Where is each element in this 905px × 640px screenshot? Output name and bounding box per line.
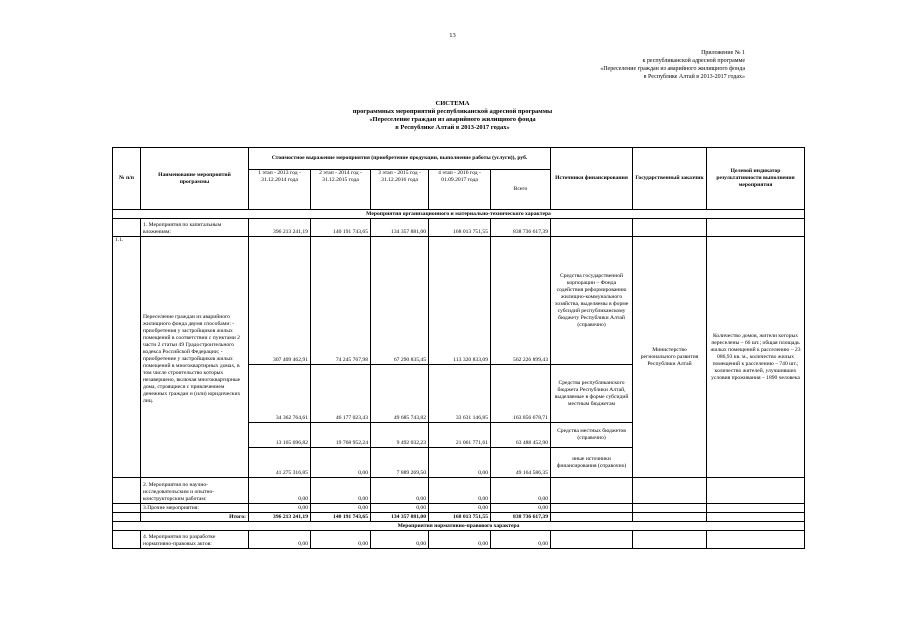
- title-line: СИСТЕМА: [435, 100, 470, 107]
- empty-cell: [551, 478, 633, 504]
- row-num: 1.1.: [113, 237, 141, 478]
- total-value: 168 013 751,55: [429, 513, 491, 522]
- empty-cell: [633, 504, 707, 513]
- page-number: 13: [449, 32, 456, 39]
- total-value: 134 357 881,00: [371, 513, 429, 522]
- source-cell: Средства республиканского бюджета Республики Алтай, выделяемые в форме субсидий местным бюджетам: [551, 365, 633, 423]
- empty-cell: [707, 513, 805, 522]
- total-label: Итого:: [141, 513, 249, 522]
- value-cell: 163 856 678,71: [491, 365, 551, 423]
- value-cell: 0,00: [249, 504, 311, 513]
- row-name: 4. Мероприятия по разработке нормативно-правовых актов:: [141, 531, 249, 549]
- empty-cell: [633, 219, 707, 237]
- value-cell: 0,00: [249, 531, 311, 549]
- value-cell: 140 191 743,65: [311, 219, 371, 237]
- value-cell: 0,00: [491, 531, 551, 549]
- section-heading: Мероприятия организационного и материально-технического характера: [113, 210, 805, 219]
- empty-cell: [707, 504, 805, 513]
- header-stage-4: 4 этап - 2016 год - 01.09.2017 года: [429, 170, 491, 210]
- header-num: № п/п: [113, 148, 141, 210]
- value-cell: 9 492 032,23: [371, 423, 429, 448]
- source-cell: иные источники финансирования (справочно): [551, 448, 633, 478]
- value-cell: 562 226 899,43: [491, 237, 551, 365]
- value-cell: 49 685 743,82: [371, 365, 429, 423]
- appendix-line: Приложение № 1: [701, 50, 745, 56]
- header-sources: Источники финансирования: [551, 148, 633, 210]
- row-name: 1. Мероприятия по капитальным вложениям:: [141, 219, 249, 237]
- value-cell: 0,00: [249, 478, 311, 504]
- header-name: Наименование мероприятий программы: [141, 148, 249, 210]
- source-cell: Средства местных бюджетов (справочно): [551, 423, 633, 448]
- value-cell: 0,00: [491, 504, 551, 513]
- row-name: 2. Мероприятия по научно-исследовательским и опытно-конструкторским работам:: [141, 478, 249, 504]
- value-cell: 838 736 617,39: [491, 219, 551, 237]
- row-num-empty: [113, 219, 141, 237]
- value-cell: 0,00: [311, 478, 371, 504]
- value-cell: 41 275 316,85: [249, 448, 311, 478]
- empty-cell: [707, 531, 805, 549]
- empty-cell: [551, 219, 633, 237]
- value-cell: 0,00: [429, 448, 491, 478]
- value-cell: 0,00: [429, 531, 491, 549]
- row-name: 3.Прочие мероприятия:: [141, 504, 249, 513]
- value-cell: 67 290 835,45: [371, 237, 429, 365]
- empty-cell: [707, 219, 805, 237]
- row-name: Переселение граждан из аварийного жилищного фонда двумя способами: - приобретения у застройщиков жилых помещений в соответствии с пунктами 2 части 2 статьи 49 Градостроительного кодекса Российской Федерации; - приобретение у застройщиков жилых помещений в многоквартирных домах, в том числе строительство которых незавершено, включая многоквартирные дома, строящиеся с привлечением денежных граждан и (или) юридических лиц.: [141, 237, 249, 478]
- value-cell: 49 164 586,35: [491, 448, 551, 478]
- header-customer: Государственный заказчик: [633, 148, 707, 210]
- appendix-line: «Переселение граждан из аварийного жилищного фонда: [600, 66, 745, 72]
- empty-cell: [551, 504, 633, 513]
- appendix-line: к республиканской адресной программе: [642, 58, 745, 64]
- empty-cell: [633, 478, 707, 504]
- value-cell: 0,00: [371, 504, 429, 513]
- appendix-note: [485, 49, 745, 81]
- row-num-empty: [113, 478, 141, 504]
- value-cell: 134 357 881,00: [371, 219, 429, 237]
- total-value: 140 191 743,65: [311, 513, 371, 522]
- value-cell: 113 320 833,09: [429, 237, 491, 365]
- value-cell: 7 889 269,50: [371, 448, 429, 478]
- program-measures-table: [112, 147, 805, 549]
- header-cost-group: Стоимостное выражение мероприятия (приобретение продукции, выполнение работы (услуги)), руб.: [249, 148, 551, 170]
- value-cell: 168 013 751,55: [429, 219, 491, 237]
- row-num-empty: [113, 513, 141, 522]
- source-cell: Средства государственной корпорации – Фонда содействия реформированию жилищно-коммунального хозяйства, выделяемы в форме субсидий республиканскому бюджету Республики Алтай (справочно): [551, 237, 633, 365]
- row-num-empty: [113, 531, 141, 549]
- title-line: «Переселение граждан из аварийного жилищного фонда: [369, 116, 536, 123]
- value-cell: 21 061 771,61: [429, 423, 491, 448]
- header-total: Всего: [491, 170, 551, 210]
- value-cell: 0,00: [429, 478, 491, 504]
- total-value: 396 213 241,19: [249, 513, 311, 522]
- value-cell: 0,00: [371, 478, 429, 504]
- value-cell: 63 488 452,90: [491, 423, 551, 448]
- empty-cell: [551, 513, 633, 522]
- header-stage-1: 1 этап - 2013 год - 31.12.2014 года: [249, 170, 311, 210]
- customer-cell: Министерство регионального развития Республики Алтай: [633, 237, 707, 478]
- value-cell: 0,00: [311, 448, 371, 478]
- value-cell: 13 165 696,82: [249, 423, 311, 448]
- value-cell: 396 213 241,19: [249, 219, 311, 237]
- value-cell: 0,00: [311, 531, 371, 549]
- title-line: программных мероприятий республиканской адресной программы: [352, 108, 553, 115]
- value-cell: 19 768 952,24: [311, 423, 371, 448]
- value-cell: 0,00: [491, 478, 551, 504]
- appendix-line: в Республике Алтай в 2013-2017 годах»: [643, 74, 745, 80]
- header-indicator: Целевой индикатор результативности выполнения мероприятия: [707, 148, 805, 210]
- empty-cell: [633, 513, 707, 522]
- value-cell: 0,00: [429, 504, 491, 513]
- value-cell: 74 245 767,98: [311, 237, 371, 365]
- total-value: 838 736 617,39: [491, 513, 551, 522]
- value-cell: 0,00: [311, 504, 371, 513]
- empty-cell: [551, 531, 633, 549]
- row-num-empty: [113, 504, 141, 513]
- header-stage-2: 2 этап - 2014 год - 31.12.2015 года: [311, 170, 371, 210]
- empty-cell: [707, 478, 805, 504]
- empty-cell: [633, 531, 707, 549]
- value-cell: 46 177 023,43: [311, 365, 371, 423]
- value-cell: 0,00: [371, 531, 429, 549]
- header-stage-3: 3 этап - 2015 год - 31.12.2016 года: [371, 170, 429, 210]
- section-heading: Мероприятия нормативно-правового характера: [113, 522, 805, 531]
- value-cell: 307 409 462,91: [249, 237, 311, 365]
- value-cell: 34 362 764,61: [249, 365, 311, 423]
- title-line: в Республике Алтай в 2013-2017 годах»: [395, 124, 510, 131]
- indicator-cell: Количество домов, жители которых переселены – 66 шт.; общая площадь жилых помещений к расселению – 23 086,93 кв. м., количество жилых помещений к расселению – 740 шт.; количество жителей, улучшивших условия проживания – 1890 человека: [707, 237, 805, 478]
- value-cell: 33 631 146,85: [429, 365, 491, 423]
- document-title: [0, 100, 905, 132]
